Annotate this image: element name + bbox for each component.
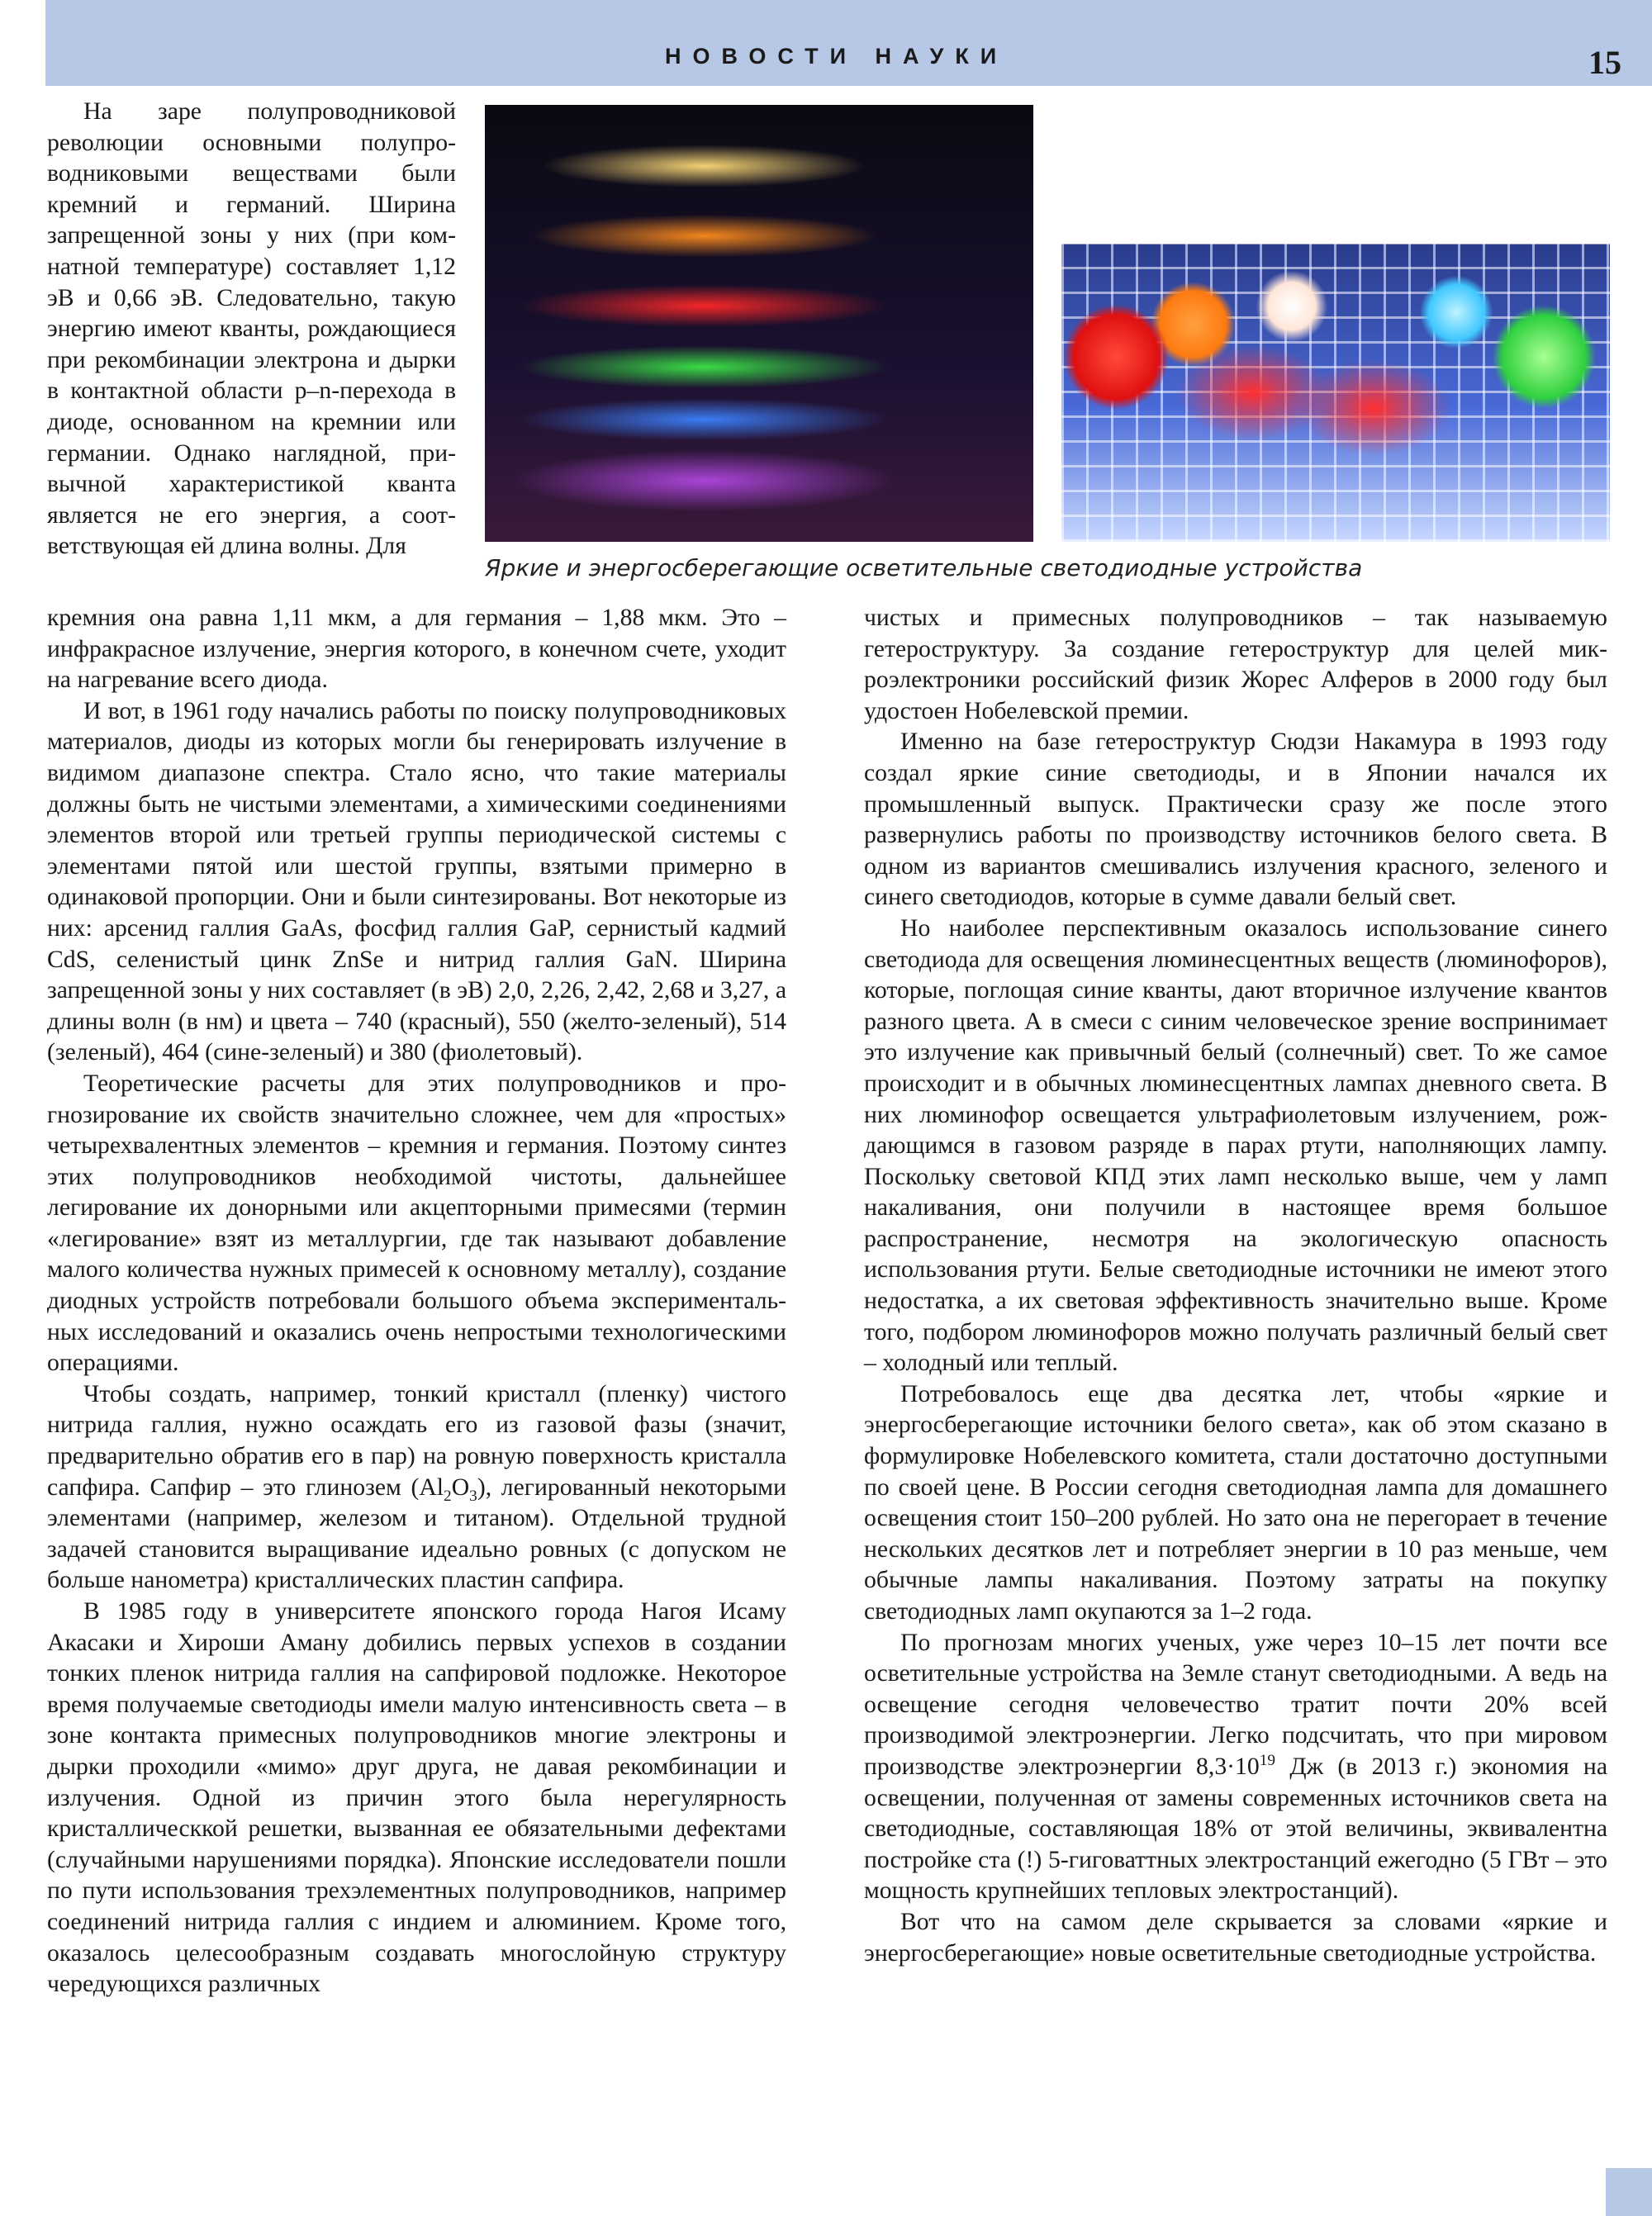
- paragraph: Теоретические расчеты для этих полупроводников и прогнозирование их свойств значительно сложнее, чем для «простых» четырехвалентных элементов – кремния и германия. Поэтому синтез этих полупроводников необходимой чистоты, дальнейшее легирование их донорными или акцепторными примесями (термин «легирование» взят из металлургии, где так называют добавление малого количества нужных примесей к основному металлу), создание диодных устройств потребовали большого объема экспериментальных исследований и оказались очень непростыми технологическими операциями.: [47, 1070, 786, 1377]
- paragraph: В 1985 году в университете японского города Нагоя Исаму Акасаки и Хироши Аману добились первых успехов в создании тонких пленок нитрида галлия на сапфировой подложке. Некоторое время получаемые светодиоды имели малую интенсивность света – в зоне контакта примесных полупроводников многие электроны и дырки проходили «мимо» друг друга, не давая рекомбинации и излучения. Одной из причин этого была нерегулярность кристаллическкой решетки, вызванная ее обязательными дефектами (случайными нарушениями порядка). Японские исследователи пошли по пути использования трехэлементных полупроводников, например соединений нитрида галлия с индием и алюминием. Кроме того, оказалось целесообразным создавать многослойную структуру чередующихся различных: [47, 1598, 786, 1998]
- text-run: По прогнозам многих ученых, уже через 10–15 лет почти все осветительные устройства на Земле станут светодиодными. А ведь на освещение сегодня человечество тратит почти 20% всей производимой электроэнергии. Легко подсчитать, что при мировом производстве электроэнергии 8,3·10: [864, 1629, 1607, 1780]
- paragraph: [47, 1379, 786, 1597]
- paragraph: На заре полупроводниковой революции основными полупроводниковыми веществами были кремний и германий. Ширина запрещенной зоны у них (при комнатной температуре) составляет 1,12 эВ и 0,66 эВ. Следовательно, такую энергию имеют кванты, рождающиеся при рекомбинации электрона и дырки в контактной области p–n-перехода в диоде, основанном на кремнии или германии. Однако наглядной, привычной характеристикой кванта является не его энергия, а соответствующая ей длина волны. Для: [47, 98, 456, 560]
- paragraph: чистых и примесных полупроводников – так называемую гетероструктуру. За создание гетероструктур для целей микроэлектроники российский физик Жорес Алферов в 2000 году был удостоен Нобелевской премии.: [864, 605, 1607, 724]
- figure-caption: Яркие и энергосберегающие осветительные светодиодные устройства: [485, 554, 1363, 581]
- text-run: O: [451, 1473, 470, 1501]
- paragraph: кремния она равна 1,11 мкм, а для германия – 1,88 мкм. Это – инфракрасное излучение, энергия которого, в конечном счете, уходит на нагревание всего диода.: [47, 605, 786, 694]
- corner-tab: [1606, 2168, 1652, 2216]
- superscript: 19: [1259, 1752, 1276, 1770]
- text-run: Чтобы создать, например, тонкий кристалл (пленку) чистого нитрида галлия, нужно осаждать его из газовой фазы (значит, предварительно обратив его в пар) на ровную поверхность кристалла сапфира. Сапфир – это глинозем (Al: [47, 1380, 786, 1501]
- running-head: НОВОСТИ НАУКИ: [665, 44, 1009, 69]
- header-band: [45, 0, 1652, 86]
- paragraph: Но наиболее перспективным оказалось использование синего светодиода для освещения люминесцентных веществ (люминофоров), которые, поглощая синие кванты, дают вторичное излучение квантов разного цвета. А в смеси с синим человеческое зрение воспринимает это излучение как привычный белый (солнечный) свет. То же самое происходит и в обычных люминесцентных лампах дневного света. В них люминофор освещается ультрафиолетовым излучением, рождающимся в газовом разряде в парах ртути, наполняющих лампу. Поскольку световой КПД этих ламп несколько выше, чем у ламп накаливания, они получили в настоящее время большое распространение, несмотря на экологическую опасность использования ртути. Белые светодиодные источники не имеют этого недостатка, а их световая эффективность значительно выше. Кроме того, подбором люминофоров можно получать различный белый свет – холодный или теплый.: [864, 914, 1607, 1377]
- text-run: ), легированный некоторыми элементами (например, железом и титаном). Отдельной трудной задачей становится выращивание идеально ровных (с допуском не больше нанометра) кристаллических пластин сапфира.: [47, 1473, 786, 1594]
- led-bulbs-photo: [1061, 244, 1610, 542]
- paragraph: Вот что на самом деле скрывается за словами «яркие и энергосберегающие» новые осветительные светодиодные устройства.: [864, 1908, 1607, 1967]
- subscript: 3: [469, 1487, 477, 1505]
- paragraph: И вот, в 1961 году начались работы по поиску полупроводниковых материалов, диоды из которых могли бы генерировать излучение в видимом диапазоне спектра. Стало ясно, что такие материалы должны быть не чистыми элементами, а химическими соединениями элементов второй или третьей группы периодической системы с элементами пятой или шестой группы, взятыми примерно в одинаковой пропорции. Они и были синтезированы. Вот некоторые из них: арсенид галлия GaAs, фосфид галлия GaP, сернистый кадмий CdS, селенистый цинк ZnSe и нитрид галлия GaN. Ширина запрещенной зоны у них составляет (в эВ) 2,0, 2,26, 2,42, 2,68 и 3,27, а длины волн (в нм) и цвета – 740 (красный), 550 (желто-зеленый), 514 (зеленый), 464 (сине-зеленый) и 380 (фиолетовый).: [47, 697, 786, 1066]
- article-column-right: [864, 603, 1607, 1969]
- article-column-left: [47, 603, 786, 2000]
- article-intro: [47, 97, 456, 562]
- paragraph: Потребовалось еще два десятка лет, чтобы «яркие и энергосберегающие источники белого света», как об этом сказано в формулировке Нобелевского комитета, стали достаточно доступными по своей цене. В России сегодня светодиодная лампа для домашнего освещения стоит 150–200 рублей. Но зато она не перегорает в течение нескольких десятков лет и потребляет энергии в 10 раз меньше, чем обычные лампы накаливания. Поэтому затраты на покупку светодиодных ламп окупаются за 1–2 года.: [864, 1380, 1607, 1625]
- page-number: 15: [1588, 44, 1621, 81]
- led-strips-photo: [485, 105, 1033, 542]
- paragraph: [864, 1628, 1607, 1907]
- subscript: 2: [444, 1487, 452, 1505]
- paragraph: Именно на базе гетероструктур Сюдзи Накамура в 1993 году создал яркие синие светодиоды, и в Японии начался их промышленный выпуск. Практически сразу же после этого развернулись работы по производству источников белого света. В одном из вариантов смешивались излучения красного, зеленого и синего светодиодов, которые в сумме давали белый свет.: [864, 728, 1607, 911]
- text-run: Дж (в 2013 г.) экономия на освещении, полученная от замены современных источников света на светодиодные, составляющая 18% от этой величины, эквивалентна постройке ста (!) 5-гиговаттных электростанций ежегодно (5 ГВт – это мощность крупнейших тепловых электростанций).: [864, 1753, 1607, 1905]
